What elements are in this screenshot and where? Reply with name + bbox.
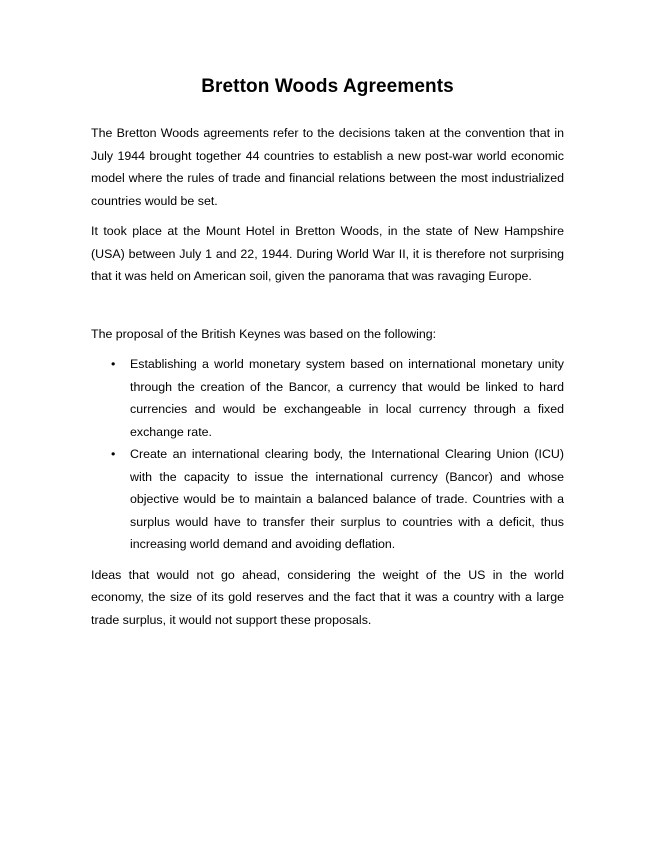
- bullet-list: [91, 353, 564, 556]
- paragraph-conclusion: Ideas that would not go ahead, considering the weight of the US in the world economy, the size of its gold reserves and the fact that it was a country with a large trade surplus, it would not support these proposals.: [91, 567, 564, 627]
- document-title: Bretton Woods Agreements: [201, 76, 454, 97]
- bullet-text: Establishing a world monetary system based on international monetary unity through the creation of the Bancor, a currency that would be linked to hard currencies and would be exchangeable in local currency through a fixed exchange rate.: [130, 357, 564, 439]
- document-page: [91, 74, 564, 631]
- bullet-item-bancor: [91, 353, 564, 443]
- paragraph-proposal-intro: The proposal of the British Keynes was based on the following:: [91, 326, 437, 341]
- paragraph-location: It took place at the Mount Hotel in Bretton Woods, in the state of New Hampshire (USA) between July 1 and 22, 1944. During World War II, it is therefore not surprising that it was held on American soil, given the panorama that was ravaging Europe.: [91, 224, 564, 283]
- bullet-text: Create an international clearing body, the International Clearing Union (ICU) with the capacity to issue the international currency (Bancor) and whose objective would be to maintain a balanced balance of trade. Countries with a surplus would have to transfer their surplus to countries with a deficit, thus increasing world demand and avoiding deflation.: [130, 447, 564, 551]
- bullet-marker: •: [111, 357, 116, 371]
- bullet-item-clearing-union: [91, 443, 564, 556]
- paragraph-intro: The Bretton Woods agreements refer to the decisions taken at the convention that in July 1944 brought together 44 countries to establish a new post-war world economic model where the rules of trade and financial relations between the most industrialized countries would be set.: [91, 126, 564, 208]
- bullet-marker: •: [111, 447, 116, 461]
